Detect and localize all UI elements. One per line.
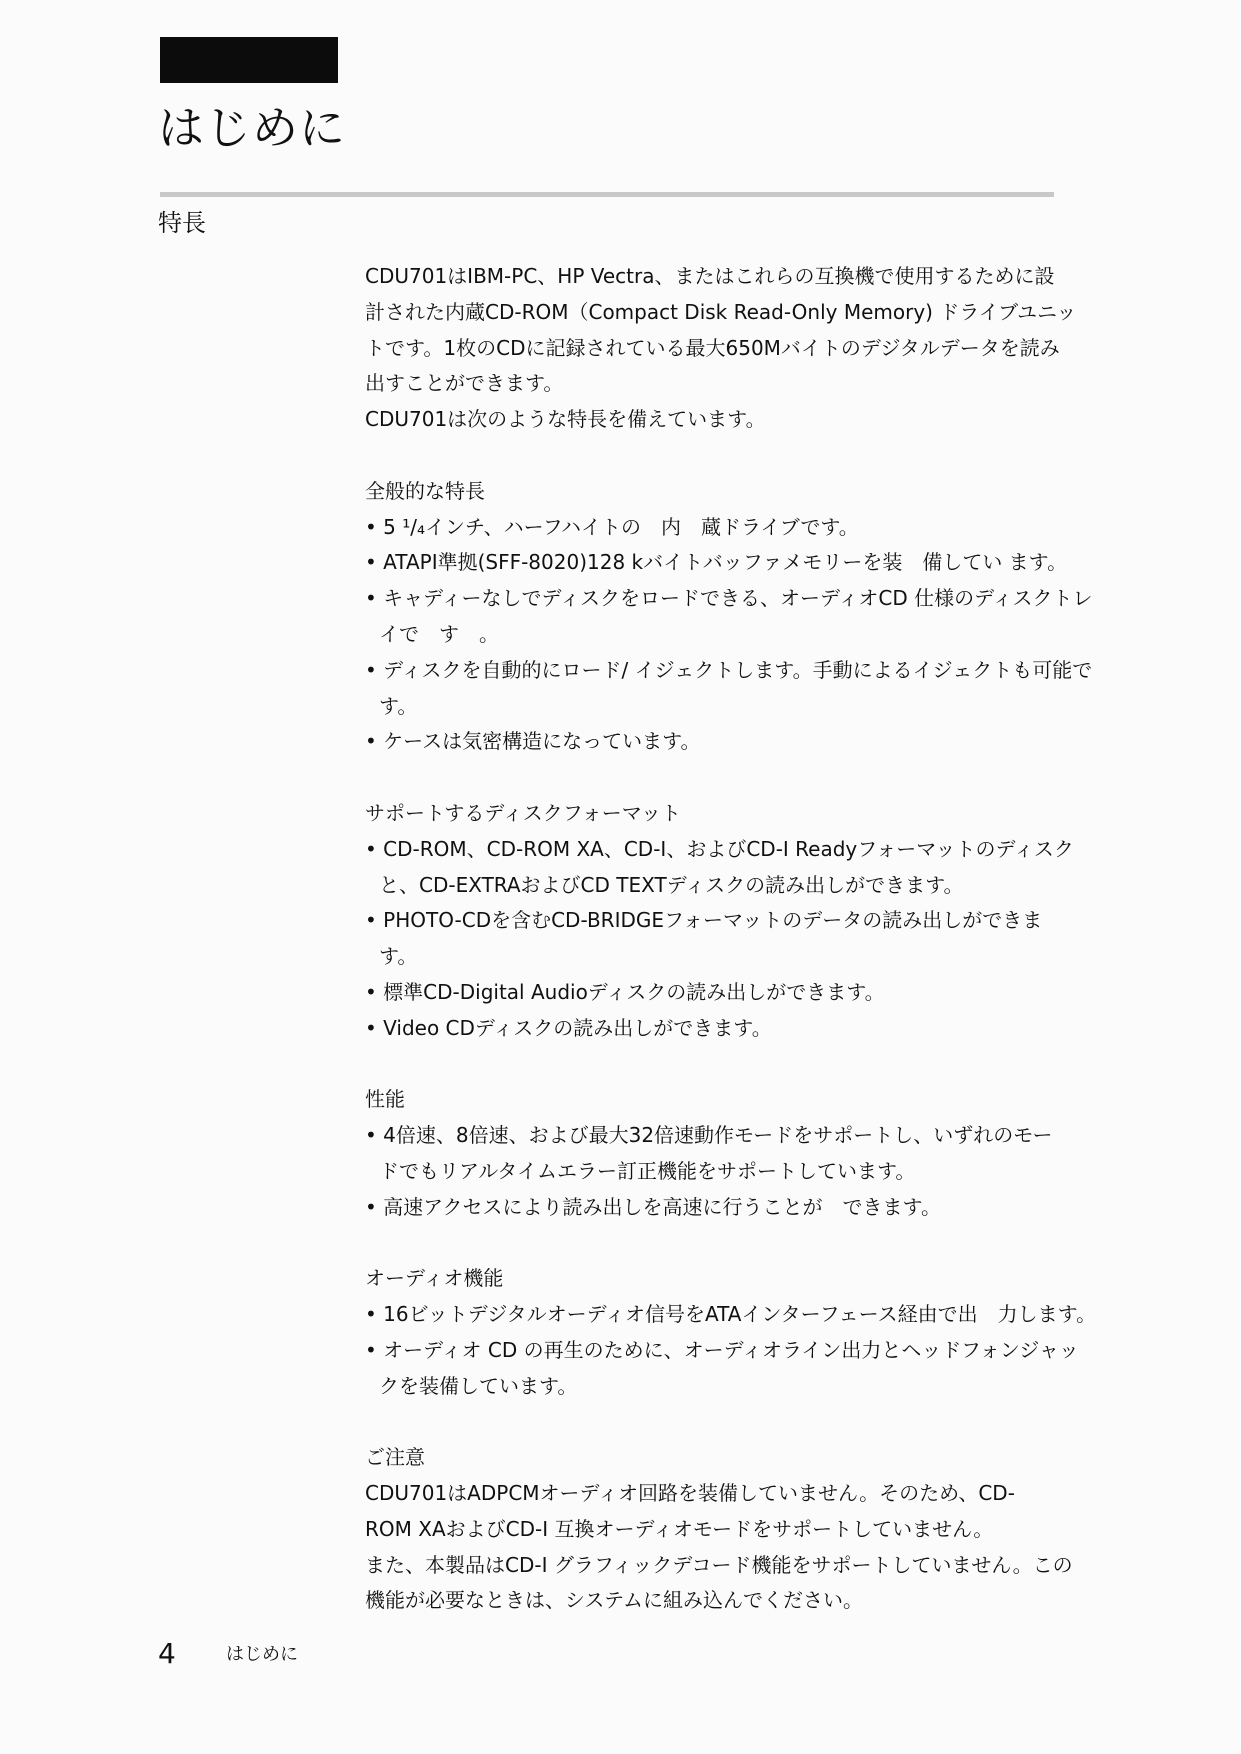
- main-content: [365, 259, 1105, 1619]
- general-features: [365, 474, 1105, 760]
- list-item: • ディスクを自動的にロード/ イジェクトします。手動によるイジェクトも可能で: [365, 657, 1093, 682]
- subsection-heading: 全般的な特長: [365, 478, 485, 503]
- subsection-heading: サポートするディスクフォーマット: [365, 800, 681, 825]
- list-item: • Video CDディスクの読み出しができます。: [365, 1015, 772, 1040]
- list-item: • CD-ROM、CD-ROM XA、CD-I、およびCD-I Readyフォーマットのディスク: [365, 836, 1074, 861]
- text-line: 機能が必要なときは、システムに組み込んでください。: [365, 1588, 863, 1613]
- list-item-continuation: イで す 。: [379, 621, 499, 646]
- list-item-continuation: クを装備しています。: [379, 1373, 578, 1398]
- list-item: • 5 ¹/₄インチ、ハーフハイトの 内 蔵ドライブです。: [365, 514, 859, 539]
- list-item: • 16ビットデジタルオーディオ信号をATAインターフェース経由で出 力します。: [365, 1302, 1097, 1327]
- performance: [365, 1082, 1105, 1225]
- list-item-continuation: と、CD-EXTRAおよびCD TEXTディスクの読み出しができます。: [379, 872, 964, 897]
- list-item: • オーディオ CD の再生のために、オーディオライン出力とヘッドフォンジャッ: [365, 1337, 1079, 1362]
- text-line: CDU701はIBM-PC、HP Vectra、またはこれらの互換機で使用するために設: [365, 264, 1055, 288]
- subsection-heading: ご注意: [365, 1445, 425, 1470]
- page-number: 4: [158, 1637, 176, 1670]
- text-line: トです。1枚のCDに記録されている最大650Mバイトのデジタルデータを読み: [365, 335, 1060, 360]
- list-item: • ケースは気密構造になっています。: [365, 729, 701, 754]
- header-rule: [160, 192, 1054, 197]
- text-line: また、本製品はCD-I グラフィックデコード機能をサポートしていません。この: [365, 1552, 1073, 1577]
- list-item: • PHOTO-CDを含むCD-BRIDGEフォーマットのデータの読み出しができま: [365, 908, 1043, 933]
- text-line: ROM XAおよびCD-I 互換オーディオモードをサポートしていません。: [365, 1516, 994, 1541]
- list-item-continuation: す。: [379, 944, 418, 969]
- list-item: • 標準CD-Digital Audioディスクの読み出しができます。: [365, 979, 885, 1004]
- chapter-tab-marker: [160, 37, 338, 83]
- text-line: 計された内蔵CD-ROM（Compact Disk Read-Only Memory) ドライブユニッ: [365, 299, 1077, 324]
- list-item: • 高速アクセスにより読み出しを高速に行うことが できます。: [365, 1194, 941, 1219]
- supported-formats: [365, 796, 1105, 1047]
- chapter-title: はじめに: [158, 101, 346, 155]
- list-item: • キャディーなしでディスクをロードできる、オーディオCD 仕様のディスクトレ: [365, 586, 1093, 611]
- text-line: 出すことができます。: [365, 371, 564, 396]
- list-item-continuation: ドでもリアルタイムエラー訂正機能をサポートしています。: [379, 1158, 916, 1183]
- section-title: 特長: [158, 209, 206, 237]
- notes: [365, 1440, 1105, 1619]
- list-item: • 4倍速、8倍速、および最大32倍速動作モードをサポートし、いずれのモー: [365, 1123, 1053, 1148]
- subsection-heading: 性能: [365, 1087, 405, 1112]
- footer-chapter-label: はじめに: [226, 1644, 298, 1665]
- text-line: CDU701はADPCMオーディオ回路を装備していません。そのため、CD-: [365, 1481, 1015, 1506]
- intro-paragraph: [365, 259, 1105, 438]
- list-item-continuation: す。: [379, 693, 418, 718]
- audio-features: [365, 1261, 1105, 1404]
- text-line: CDU701は次のような特長を備えています。: [365, 407, 766, 432]
- list-item: • ATAPI準拠(SFF-8020)128 kバイトバッファメモリーを装 備してい ます。: [365, 550, 1068, 575]
- subsection-heading: オーディオ機能: [365, 1266, 504, 1291]
